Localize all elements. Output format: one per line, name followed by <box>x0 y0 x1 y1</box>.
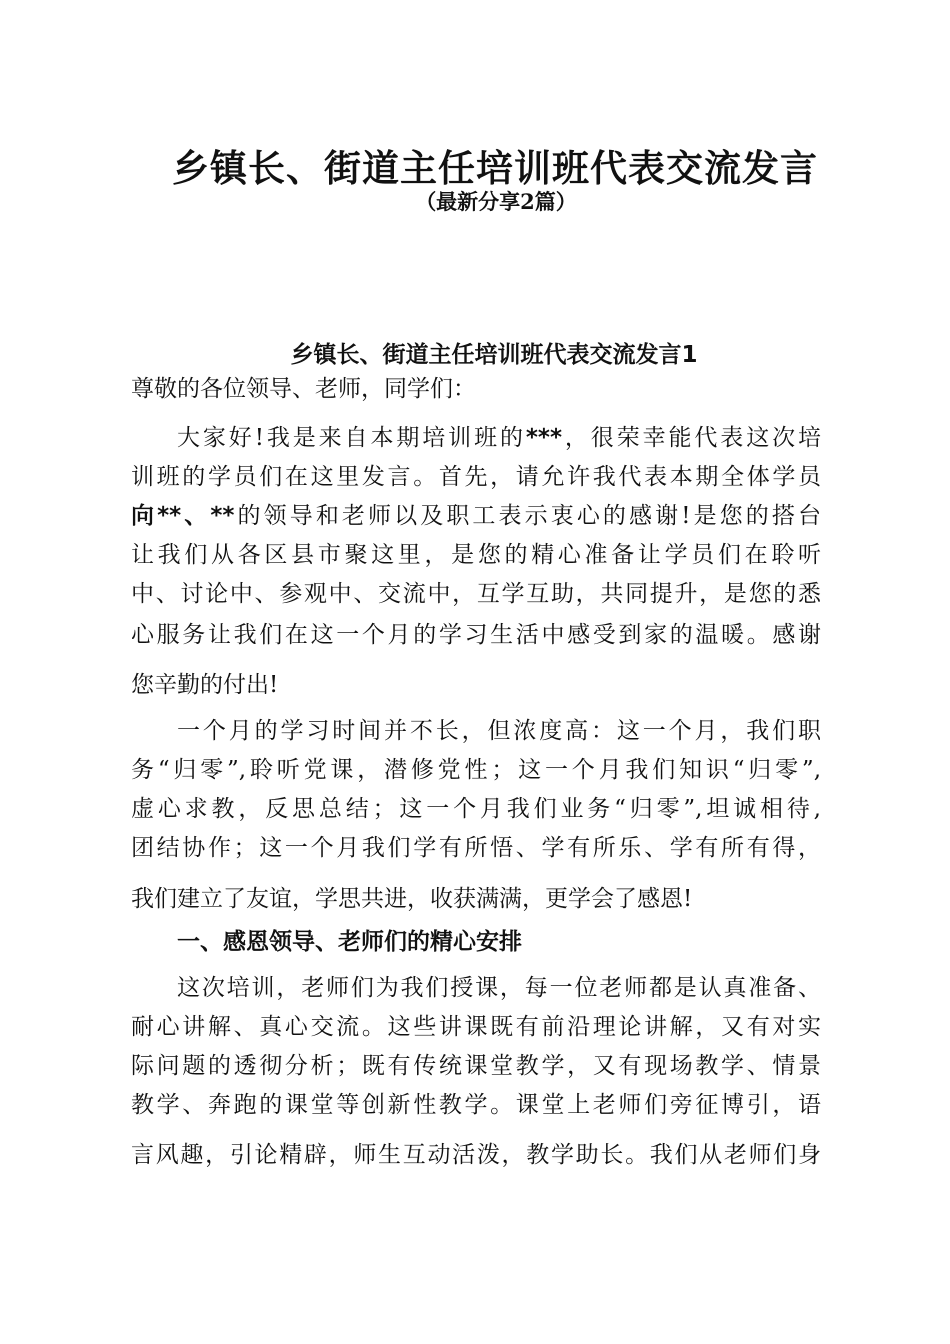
paragraph3-line3: 际问题的透彻分析；既有传统课堂教学，又有现场教学、情景 <box>131 1053 821 1079</box>
heading-gratitude: 一、感恩领导、老师们的精心安排 <box>177 929 522 955</box>
paragraph2-line5: 我们建立了友谊，学思共进，收获满满，更学会了感恩! <box>131 886 693 912</box>
paragraph1-line2: 训班的学员们在这里发言。首先，请允许我代表本期全体学员 <box>131 464 821 490</box>
paragraph2-line1: 一个月的学习时间并不长，但浓度高：这一个月，我们职 <box>177 718 821 744</box>
paragraph3-line2: 耐心讲解、真心交流。这些讲课既有前沿理论讲解，又有对实 <box>131 1014 821 1040</box>
paragraph2-line3: 虚心求教，反思总结；这一个月我们业务“归零”,坦诚相待, <box>131 796 821 822</box>
document-subtitle: （最新分享2篇） <box>415 189 577 214</box>
paragraph2-line4: 团结协作；这一个月我们学有所悟、学有所乐、学有所有得， <box>131 835 821 861</box>
paragraph3-line4: 教学、奔跑的课堂等创新性教学。课堂上老师们旁征博引，语 <box>131 1092 821 1118</box>
section-title: 乡镇长、街道主任培训班代表交流发言1 <box>290 342 698 368</box>
paragraph1-line4: 让我们从各区县市聚这里，是您的精心准备让学员们在聆听 <box>131 542 821 568</box>
paragraph1-line1: 大家好!我是来自本期培训班的***，很荣幸能代表这次培 <box>177 425 822 451</box>
paragraph1-line6: 心服务让我们在这一个月的学习生活中感受到家的温暖。感谢 <box>131 622 821 648</box>
paragraph1-line7: 您辛勤的付出! <box>131 672 279 698</box>
paragraph3-line1: 这次培训，老师们为我们授课，每一位老师都是认真准备、 <box>177 975 821 1001</box>
salutation: 尊敬的各位领导、老师，同学们： <box>131 376 476 402</box>
paragraph1-line3: 向**、**的领导和老师以及职工表示衷心的感谢!是您的搭台 <box>131 503 821 529</box>
document-title: 乡镇长、街道主任培训班代表交流发言 <box>172 147 818 190</box>
paragraph3-line5: 言风趣，引论精辟，师生互动活泼，教学助长。我们从老师们身 <box>131 1142 821 1168</box>
paragraph1-line5: 中、讨论中、参观中、交流中，互学互助，共同提升，是您的悉 <box>131 581 821 607</box>
paragraph2-line2: 务“归零”,聆听党课，潜修党性；这一个月我们知识“归零”, <box>131 757 821 783</box>
